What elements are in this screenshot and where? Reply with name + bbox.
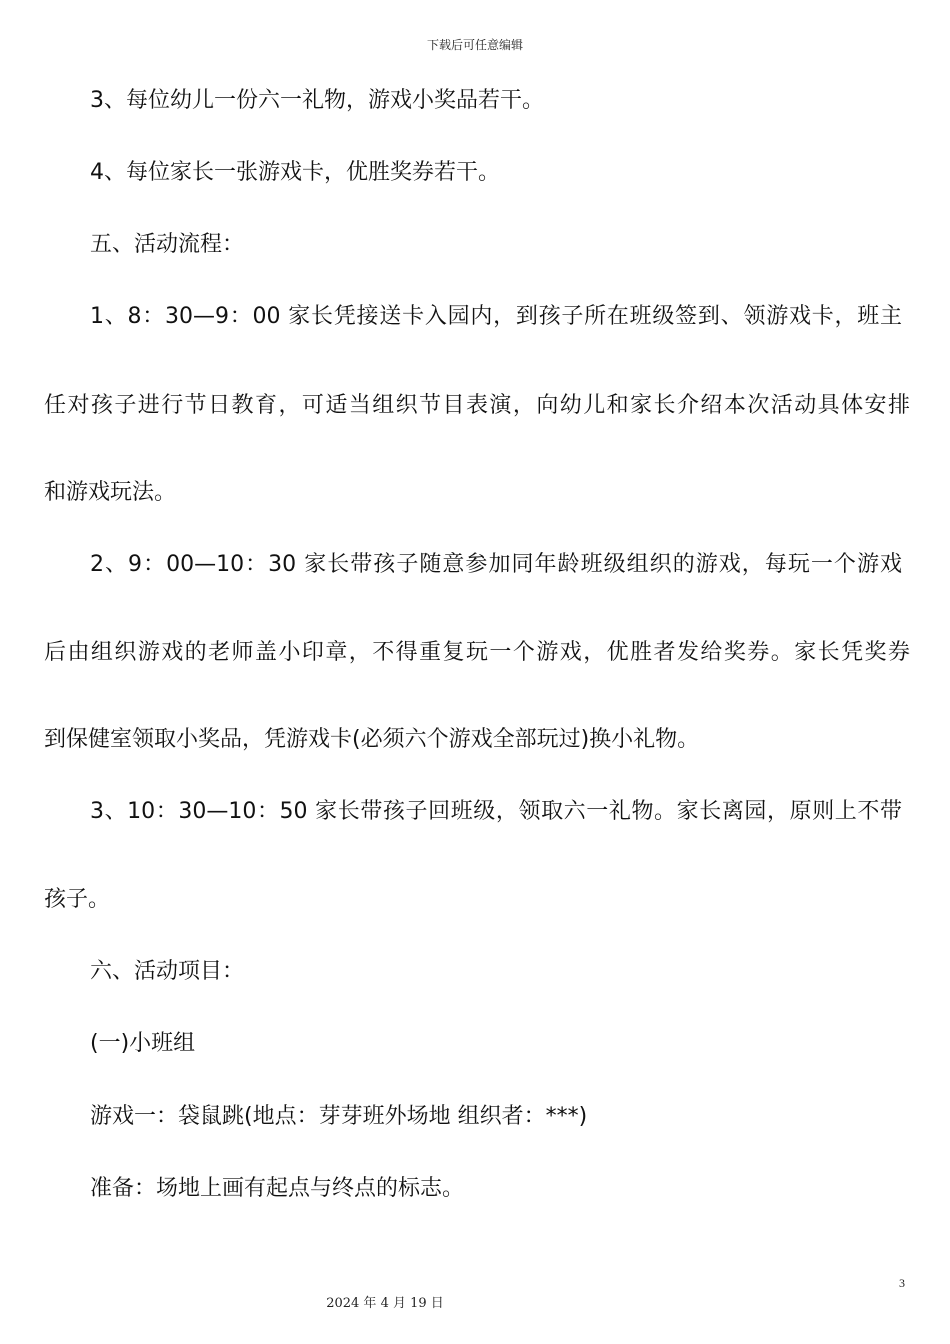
paragraph-flow-3-line-2: 孩子。 xyxy=(44,887,111,912)
list-item-4-cards: 4、每位家长一张游戏卡，优胜奖券若干。 xyxy=(90,160,500,185)
subheading-small-class: (一)小班组 xyxy=(90,1031,196,1056)
paragraph-flow-2-line-2: 后由组织游戏的老师盖小印章，不得重复玩一个游戏，优胜者发给奖券。家长凭奖券 xyxy=(44,640,910,665)
game-one-preparation: 准备：场地上画有起点与终点的标志。 xyxy=(90,1176,465,1201)
paragraph-flow-1-line-2: 任对孩子进行节日教育，可适当组织节目表演，向幼儿和家长介绍本次活动具体安排 xyxy=(44,393,910,418)
paragraph-flow-2-line-1: 2、9：00—10：30 家长带孩子随意参加同年龄班级组织的游戏，每玩一个游戏 xyxy=(90,552,902,577)
section-heading-activity-items: 六、活动项目： xyxy=(90,959,245,984)
paragraph-flow-1-line-1: 1、8：30—9：00 家长凭接送卡入园内，到孩子所在班级签到、领游戏卡，班主 xyxy=(90,304,902,329)
paragraph-flow-2-line-3: 到保健室领取小奖品，凭游戏卡(必须六个游戏全部玩过)换小礼物。 xyxy=(44,727,700,752)
paragraph-flow-3-line-1: 3、10：30—10：50 家长带孩子回班级，领取六一礼物。家长离园，原则上不带 xyxy=(90,799,902,824)
page-number: 3 xyxy=(899,1276,905,1290)
page-footer-date: 2024 年 4 月 19 日 xyxy=(326,1296,444,1311)
page-header: 下载后可任意编辑 xyxy=(426,38,523,52)
game-one-title: 游戏一：袋鼠跳(地点：芽芽班外场地 组织者：***) xyxy=(90,1104,588,1129)
list-item-3-gifts: 3、每位幼儿一份六一礼物，游戏小奖品若干。 xyxy=(90,88,544,113)
paragraph-flow-1-line-3: 和游戏玩法。 xyxy=(44,480,177,505)
section-heading-activity-flow: 五、活动流程： xyxy=(90,232,245,257)
